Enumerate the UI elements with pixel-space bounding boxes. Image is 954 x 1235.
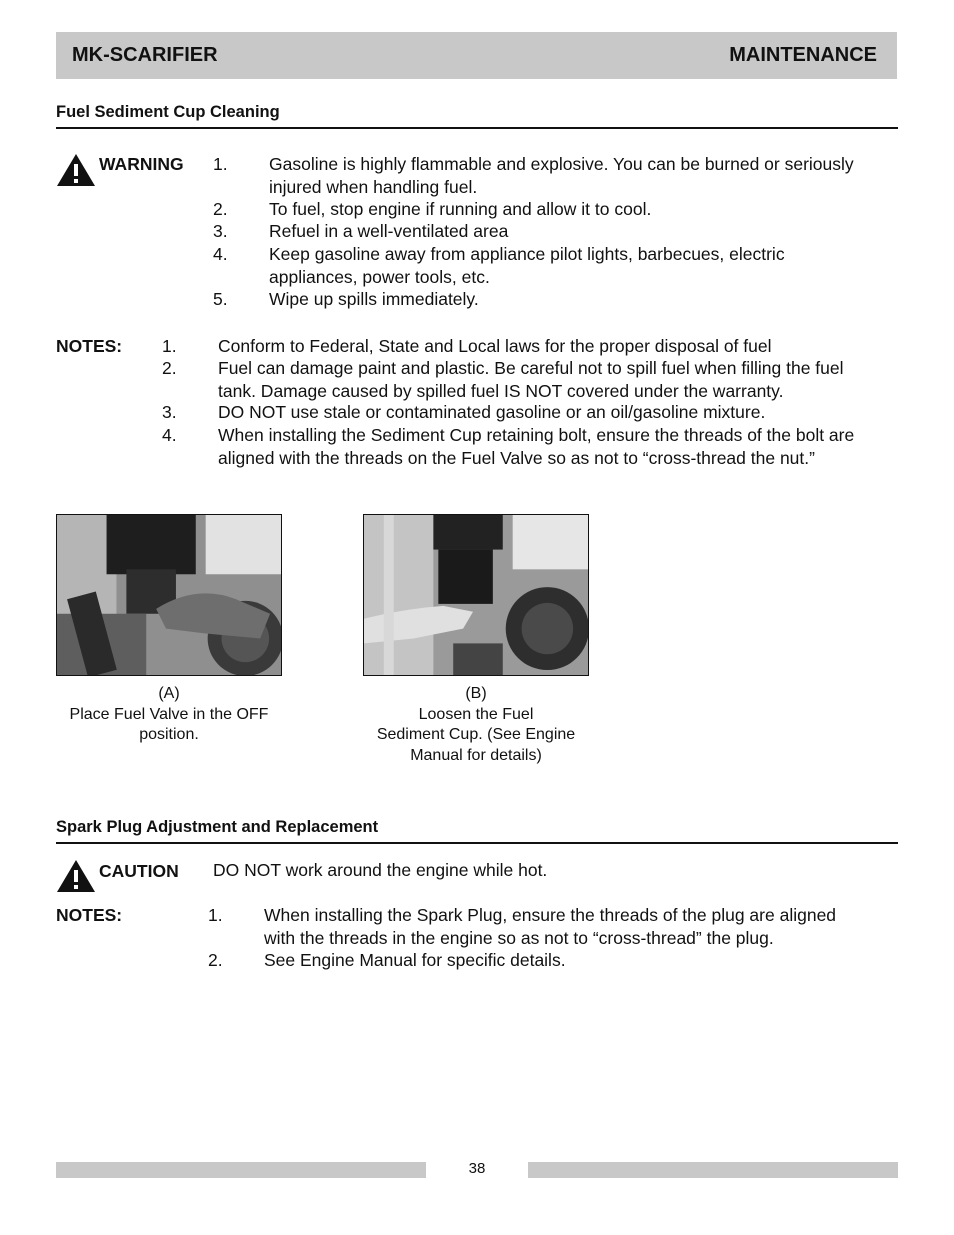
caption-line: (A) xyxy=(158,685,180,702)
engine-photo-image xyxy=(57,515,281,675)
item-number: 2. xyxy=(213,199,228,219)
item-line: Refuel in a well-ventilated area xyxy=(269,221,509,241)
page-number: 38 xyxy=(468,1160,486,1177)
caption-line: Sediment Cup. (See Engine xyxy=(376,726,576,743)
item-line: When installing the Spark Plug, ensure the threads of the plug are aligned xyxy=(264,905,837,925)
section-title-spark-plug: Spark Plug Adjustment and Replacement xyxy=(56,818,898,844)
item-number: 1. xyxy=(162,336,177,356)
caution-text: DO NOT work around the engine while hot. xyxy=(213,860,548,880)
caption-line: Manual for details) xyxy=(410,746,542,764)
caption-line: (B) xyxy=(465,685,487,702)
item-number: 1. xyxy=(213,154,228,174)
item-text xyxy=(269,198,651,221)
item-line: appliances, power tools, etc. xyxy=(269,266,490,287)
notes-label: NOTES: xyxy=(56,905,123,925)
figure-caption-b xyxy=(363,684,589,766)
list-item xyxy=(213,153,903,199)
warning-triangle-icon xyxy=(56,859,96,893)
item-number: 4. xyxy=(213,244,228,264)
item-text xyxy=(269,220,508,243)
warning-triangle-icon xyxy=(56,153,96,187)
item-text xyxy=(218,424,854,469)
item-line: To fuel, stop engine if running and allow it to cool. xyxy=(269,199,652,219)
item-line: DO NOT use stale or contaminated gasoline or an oil/gasoline mixture. xyxy=(218,402,766,422)
footer-bar-left xyxy=(56,1162,426,1178)
item-number: 3. xyxy=(162,402,177,422)
chapter-title: MAINTENANCE xyxy=(729,44,877,66)
item-line: Gasoline is highly flammable and explosive. You can be burned or seriously xyxy=(269,154,854,174)
caption-line: Loosen the Fuel xyxy=(418,705,534,723)
item-line: Wipe up spills immediately. xyxy=(269,289,479,309)
engine-photo-image xyxy=(364,515,588,675)
item-line: with the threads in the engine so as not to “cross-thread” the plug. xyxy=(264,927,774,948)
item-text xyxy=(218,401,765,424)
item-number: 2. xyxy=(162,358,177,378)
item-line: tank. Damage caused by spilled fuel IS NOT covered under the warranty. xyxy=(218,380,784,401)
item-line: See Engine Manual for specific details. xyxy=(264,950,566,970)
page-header-bar xyxy=(56,32,897,79)
item-number: 4. xyxy=(162,425,177,445)
item-text xyxy=(269,243,785,288)
item-line: injured when handling fuel. xyxy=(269,176,478,197)
photo-fuel-valve xyxy=(56,514,282,676)
footer-bar-right xyxy=(528,1162,898,1178)
notes-label: NOTES: xyxy=(56,336,123,356)
item-number: 5. xyxy=(213,289,228,309)
item-line: aligned with the threads on the Fuel Valve so as not to “cross-thread the nut.” xyxy=(218,447,815,468)
section-title-fuel-sediment: Fuel Sediment Cup Cleaning xyxy=(56,103,898,129)
item-text xyxy=(264,904,836,949)
item-line: Conform to Federal, State and Local laws for the proper disposal of fuel xyxy=(218,336,772,356)
item-line: Fuel can damage paint and plastic. Be careful not to spill fuel when filling the fuel xyxy=(218,358,844,378)
document-title: MK-SCARIFIER xyxy=(72,44,218,66)
item-text xyxy=(218,335,772,358)
item-text xyxy=(264,949,566,972)
item-text xyxy=(218,357,844,402)
item-number: 3. xyxy=(213,221,228,241)
caption-line: Place Fuel Valve in the OFF xyxy=(69,705,269,723)
item-text xyxy=(269,153,854,198)
warning-label: WARNING xyxy=(99,154,184,174)
item-number: 2. xyxy=(208,950,223,970)
item-number: 1. xyxy=(208,905,223,925)
item-line: Keep gasoline away from appliance pilot lights, barbecues, electric xyxy=(269,244,785,264)
photo-sediment-cup xyxy=(363,514,589,676)
item-text xyxy=(269,288,479,311)
figure-caption-a xyxy=(56,684,282,746)
caption-line: position. xyxy=(139,726,199,743)
caution-label: CAUTION xyxy=(99,861,179,881)
item-line: When installing the Sediment Cup retaining bolt, ensure the threads of the bolt are xyxy=(218,425,855,445)
